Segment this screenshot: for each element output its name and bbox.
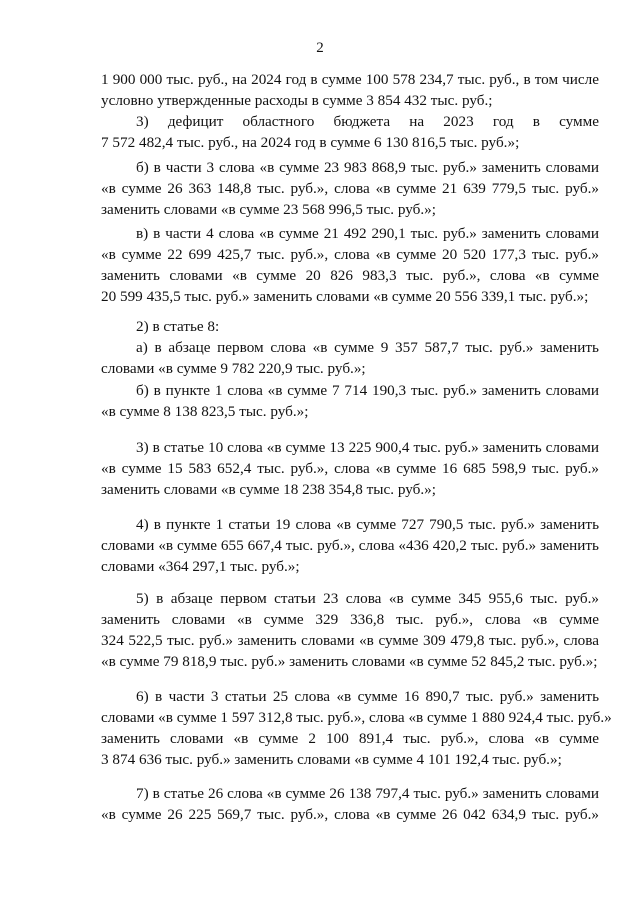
text-line: 324 522,5 тыс. руб.» заменить словами «в сумме 309 479,8 тыс. руб.», слова (101, 632, 599, 649)
text-line: 7) в статье 26 слова «в сумме 26 138 797,4 тыс. руб.» заменить словами (136, 785, 599, 802)
text-line: а) в абзаце первом слова «в сумме 9 357 587,7 тыс. руб.» заменить (136, 339, 599, 356)
page-number: 2 (316, 40, 324, 56)
text-line: словами «в сумме 9 782 220,9 тыс. руб.»; (101, 360, 366, 377)
text-line: 20 599 435,5 тыс. руб.» заменить словами «в сумме 20 556 339,1 тыс. руб.»; (101, 288, 589, 305)
text-line: словами «в сумме 655 667,4 тыс. руб.», слова «436 420,2 тыс. руб.» заменить (101, 537, 599, 554)
text-line: заменить словами «в сумме 18 238 354,8 тыс. руб.»; (101, 481, 436, 498)
text-line: «в сумме 26 363 148,8 тыс. руб.», слова «в сумме 21 639 779,5 тыс. руб.» (101, 180, 599, 197)
text-line: «в сумме 8 138 823,5 тыс. руб.»; (101, 403, 309, 420)
text-line: б) в пункте 1 слова «в сумме 7 714 190,3 тыс. руб.» заменить словами (136, 382, 599, 399)
text-line: 4) в пункте 1 статьи 19 слова «в сумме 727 790,5 тыс. руб.» заменить (136, 516, 599, 533)
text-line: словами «в сумме 1 597 312,8 тыс. руб.», слова «в сумме 1 880 924,4 тыс. руб.» (101, 709, 612, 726)
text-line: 2) в статье 8: (136, 318, 220, 335)
text-line: 3 874 636 тыс. руб.» заменить словами «в сумме 4 101 192,4 тыс. руб.»; (101, 751, 562, 768)
text-line: 3) в статье 10 слова «в сумме 13 225 900,4 тыс. руб.» заменить словами (136, 439, 599, 456)
text-line: словами «364 297,1 тыс. руб.»; (101, 558, 300, 575)
text-line: заменить словами «в сумме 2 100 891,4 тыс. руб.», слова «в сумме (101, 730, 599, 747)
text-line: «в сумме 26 225 569,7 тыс. руб.», слова «в сумме 26 042 634,9 тыс. руб.» (101, 806, 599, 823)
text-line: условно утвержденные расходы в сумме 3 854 432 тыс. руб.; (101, 92, 493, 109)
text-line: заменить словами «в сумме 20 826 983,3 тыс. руб.», слова «в сумме (101, 267, 599, 284)
text-line: в) в части 4 слова «в сумме 21 492 290,1 тыс. руб.» заменить словами (136, 225, 599, 242)
text-line: «в сумме 15 583 652,4 тыс. руб.», слова «в сумме 16 685 598,9 тыс. руб.» (101, 460, 599, 477)
text-line: 1 900 000 тыс. руб., на 2024 год в сумме 100 578 234,7 тыс. руб., в том числе (101, 71, 599, 88)
text-line: 6) в части 3 статьи 25 слова «в сумме 16 890,7 тыс. руб.» заменить (136, 688, 599, 705)
text-line: заменить словами «в сумме 329 336,8 тыс. руб.», слова «в сумме (101, 611, 599, 628)
text-line: заменить словами «в сумме 23 568 996,5 тыс. руб.»; (101, 201, 436, 218)
text-line: 7 572 482,4 тыс. руб., на 2024 год в сумме 6 130 816,5 тыс. руб.»; (101, 134, 520, 151)
text-line: «в сумме 79 818,9 тыс. руб.» заменить словами «в сумме 52 845,2 тыс. руб.»; (101, 653, 598, 670)
text-line: 5) в абзаце первом статьи 23 слова «в сумме 345 955,6 тыс. руб.» (136, 590, 599, 607)
text-line: «в сумме 22 699 425,7 тыс. руб.», слова «в сумме 20 520 177,3 тыс. руб.» (101, 246, 599, 263)
text-line: б) в части 3 слова «в сумме 23 983 868,9 тыс. руб.» заменить словами (136, 159, 599, 176)
text-line: 3) дефицит областного бюджета на 2023 год в сумме (136, 113, 599, 130)
